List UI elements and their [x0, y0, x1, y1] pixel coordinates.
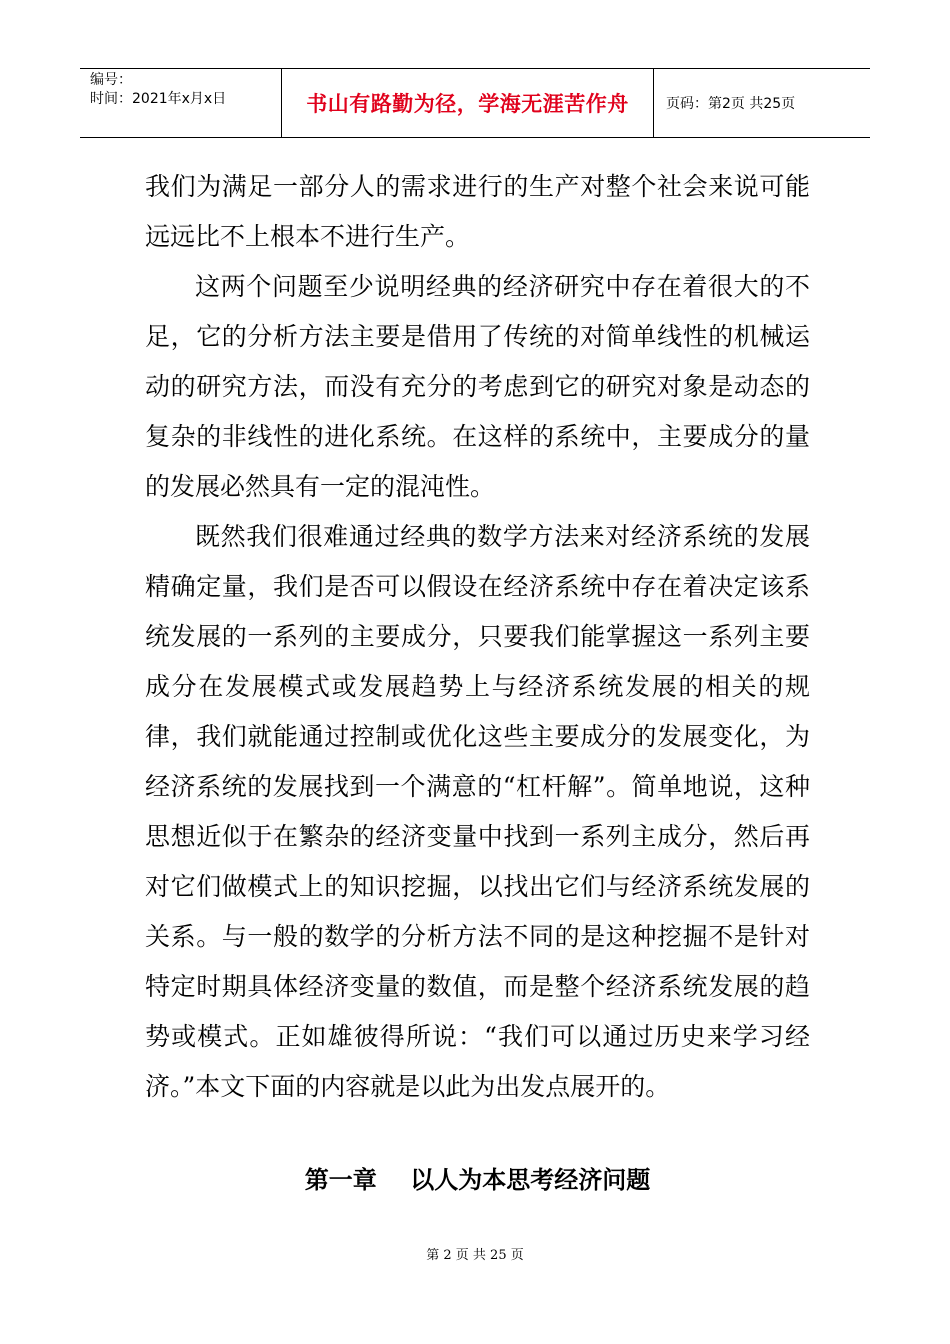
page-footer: 第 2 页 共 25 页: [426, 1248, 524, 1263]
header-motto-cell: [282, 69, 654, 137]
time-label: 时间：2021年x月x日: [90, 91, 227, 107]
document-body: [145, 162, 810, 1112]
paragraph: 既然我们很难通过经典的数学方法来对经济系统的发展精确定量，我们是否可以假设在经济系统中存在着决定该系统发展的一系列的主要成分，只要我们能掌握这一系列主要成分在发展模式或发展趋势上与经济系统发展的相关的规律，我们就能通过控制或优化这些主要成分的发展变化，为经济系统的发展找到一个满意的“杠杆解”。简单地说，这种思想近似于在繁杂的经济变量中找到一系列主成分，然后再对它们做模式上的知识挖掘，以找出它们与经济系统发展的关系。与一般的数学的分析方法不同的是这种挖掘不是针对特定时期具体经济变量的数值，而是整个经济系统发展的趋势或模式。正如雄彼得所说：“我们可以通过历史来学习经济。”本文下面的内容就是以此为出发点展开的。: [145, 522, 810, 1101]
chapter-title: 第一章 以人为本思考经济问题: [304, 1166, 651, 1194]
document-header: [80, 68, 870, 138]
serial-label: 编号：: [90, 72, 132, 88]
paragraph: 我们为满足一部分人的需求进行的生产对整个社会来说可能远远比不上根本不进行生产。: [145, 172, 810, 251]
header-page-info: 页码：第2页 共25页: [666, 96, 796, 112]
paragraph: 这两个问题至少说明经典的经济研究中存在着很大的不足，它的分析方法主要是借用了传统的对简单线性的机械运动的研究方法，而没有充分的考虑到它的研究对象是动态的复杂的非线性的进化系统。在这样的系统中，主要成分的量的发展必然具有一定的混沌性。: [145, 272, 810, 501]
header-page-cell: [654, 69, 870, 137]
header-motto: 书山有路勤为径，学海无涯苦作舟: [306, 92, 629, 116]
header-meta-cell: [80, 69, 282, 137]
